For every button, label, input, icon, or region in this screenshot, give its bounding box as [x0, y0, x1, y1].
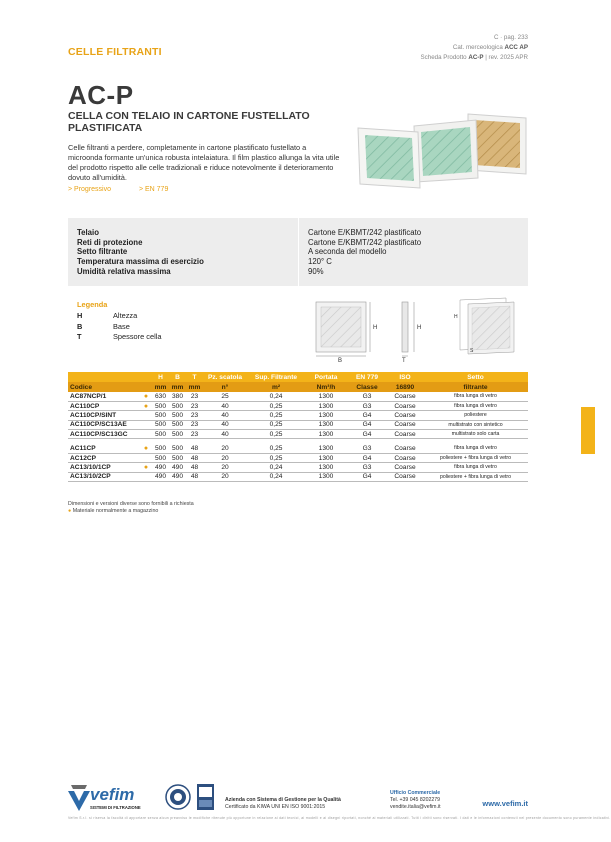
table-cell-sup: 0,25 — [247, 401, 305, 410]
note-text: Materiale normalmente a magazzino — [72, 508, 159, 514]
table-row — [68, 401, 528, 410]
table-cell-code: AC13/10/2CP — [68, 472, 140, 481]
table-header-cell: EN 779 — [347, 372, 387, 382]
table-cell-sup: 0,25 — [247, 444, 305, 453]
category-label: Cat. merceologica — [452, 44, 503, 51]
logo-tagline: SISTEMI DI FILTRAZIONE — [90, 805, 141, 810]
table-header-cell: Classe — [347, 382, 387, 392]
category-line — [421, 43, 528, 53]
table-header-cell — [68, 372, 140, 382]
stock-dot-icon: ● — [140, 401, 152, 410]
table-header-cell: B — [169, 372, 186, 382]
table-cell-code: AC110CP/SINT — [68, 411, 140, 420]
table-cell-iso: Coarse — [387, 472, 423, 481]
dimension-diagram — [310, 298, 528, 362]
company-logo — [68, 785, 156, 815]
table-cell-t: 23 — [186, 392, 203, 401]
spec-label: Setto filtrante — [77, 247, 128, 257]
table-cell-en: G3 — [347, 392, 387, 401]
table-cell-code: AC110CP/SC13GC — [68, 430, 140, 439]
table-cell-setto: multistrato con sintetico — [423, 420, 528, 429]
document-reference — [421, 33, 528, 63]
table-cell-sup: 0,25 — [247, 411, 305, 420]
spec-label: Umidità relativa massima — [77, 266, 171, 276]
spec-label: Temperatura massima di esercizio — [77, 257, 204, 267]
legend-item — [77, 322, 161, 333]
revision: | rev. 2025 APR — [485, 54, 528, 61]
link-progressivo[interactable]: > Progressivo — [68, 186, 111, 193]
spec-value: Cartone E/KBMT/242 plastificato — [308, 237, 422, 247]
table-header-cell: H — [152, 372, 169, 382]
table-cell-portata: 1300 — [305, 420, 347, 429]
stock-dot-icon — [140, 430, 152, 439]
table-cell-sup: 0,25 — [247, 430, 305, 439]
table-cell-code: AC87NCP/1 — [68, 392, 140, 401]
table-cell-en: G4 — [347, 453, 387, 462]
table-cell-portata: 1300 — [305, 430, 347, 439]
table-header-cell: Codice — [68, 382, 140, 392]
table-cell-t: 23 — [186, 411, 203, 420]
product-description: Celle filtranti a perdere, completamente in cartone plastificato fustellato a microonda formante un'unica robusta intelaiatura. Il film plastico allunga la vita utile del prodotto rispetto alle celle tradizionali e riduce notevolmente il deterioramento dovuto all'umidità. — [68, 143, 340, 182]
table-cell-b: 500 — [169, 401, 186, 410]
table-header-cell: 16890 — [387, 382, 423, 392]
table-cell-b: 500 — [169, 411, 186, 420]
table-header-cell: m² — [247, 382, 305, 392]
table-cell-iso: Coarse — [387, 392, 423, 401]
link-en779[interactable]: > EN 779 — [138, 186, 169, 193]
table-cell-iso: Coarse — [387, 444, 423, 453]
table-cell-setto: fibra lunga di vetro — [423, 392, 528, 401]
table-cell-portata: 1300 — [305, 411, 347, 420]
logo-mark-icon — [68, 785, 90, 811]
spec-value: 90% — [308, 266, 324, 276]
legend-key: T — [77, 332, 82, 341]
table-header-cell: mm — [186, 382, 203, 392]
quality-mark-icon — [197, 784, 214, 810]
table-cell-portata: 1300 — [305, 444, 347, 453]
table-cell-code: AC12CP — [68, 453, 140, 462]
stock-dot-icon: ● — [140, 392, 152, 401]
product-subtitle: CELLA CON TELAIO IN CARTONE FUSTELLATO PLASTIFICATA — [68, 110, 310, 134]
table-row — [68, 411, 528, 420]
table-cell-b: 490 — [169, 463, 186, 472]
certification-heading: Azienda con Sistema di Gestione per la Qualità — [225, 797, 341, 803]
table-cell-h: 500 — [152, 430, 169, 439]
table-cell-portata: 1300 — [305, 463, 347, 472]
legend-item — [77, 311, 161, 322]
table-cell-en: G3 — [347, 463, 387, 472]
table-row — [68, 392, 528, 401]
diagram-label-h: H — [373, 325, 378, 331]
table-cell-pz: 40 — [203, 401, 247, 410]
table-cell-t: 48 — [186, 453, 203, 462]
table-cell-iso: Coarse — [387, 463, 423, 472]
page-reference: C · pag. 233 — [493, 34, 528, 41]
table-cell-t: 23 — [186, 430, 203, 439]
iso-certification-seal-icon — [165, 784, 191, 810]
legend-key: B — [77, 321, 83, 331]
stock-dot-icon: ● — [140, 444, 152, 453]
legend-key: H — [77, 311, 83, 320]
table-header-cell: T — [186, 372, 203, 382]
legend-value: Base — [113, 321, 130, 331]
table-cell-h: 500 — [152, 420, 169, 429]
table-cell-sup: 0,24 — [247, 392, 305, 401]
spec-divider — [298, 218, 299, 286]
table-cell-pz: 40 — [203, 420, 247, 429]
table-row — [68, 472, 528, 481]
spec-box — [68, 218, 528, 286]
table-cell-iso: Coarse — [387, 401, 423, 410]
diagram-label-b: B — [338, 358, 343, 364]
table-cell-en: G4 — [347, 420, 387, 429]
table-notes — [68, 501, 194, 515]
table-cell-t: 23 — [186, 401, 203, 410]
table-header-cell: ISO — [387, 372, 423, 382]
table-cell-code: AC110CP/SC13AE — [68, 420, 140, 429]
stock-dot-icon: ● — [68, 508, 72, 514]
table-cell-sup: 0,25 — [247, 420, 305, 429]
table-row — [68, 463, 528, 472]
product-title: AC-P — [68, 80, 134, 110]
spec-labels — [77, 228, 204, 277]
table-cell-pz: 20 — [203, 463, 247, 472]
table-row — [68, 420, 528, 429]
table-cell-sup: 0,24 — [247, 463, 305, 472]
office-title — [390, 790, 441, 797]
table-cell-t: 23 — [186, 420, 203, 429]
table-header-cell — [140, 382, 152, 392]
table-row — [68, 430, 528, 439]
table-cell-h: 500 — [152, 401, 169, 410]
product-sheet-line — [421, 53, 528, 63]
table-cell-h: 500 — [152, 411, 169, 420]
table-cell-h: 630 — [152, 392, 169, 401]
table-header-cell: Portata — [305, 372, 347, 382]
product-sheet-label: Scheda Prodotto — [420, 54, 467, 61]
table-subheader-row — [68, 382, 528, 392]
table-header-cell: n° — [203, 382, 247, 392]
table-cell-b: 500 — [169, 453, 186, 462]
table-cell-b: 500 — [169, 430, 186, 439]
table-header-cell — [140, 372, 152, 382]
product-sheet-value: AC-P — [468, 54, 484, 61]
table-cell-pz: 40 — [203, 411, 247, 420]
table-cell-code: AC11CP — [68, 444, 140, 453]
table-cell-iso: Coarse — [387, 453, 423, 462]
website-link[interactable]: www.vefim.it — [482, 799, 528, 808]
table-cell-setto: poliestere — [423, 411, 528, 420]
note-line: Dimensioni e versioni diverse sono fornibili a richiesta — [68, 501, 194, 507]
product-table — [68, 372, 528, 482]
table-cell-pz: 20 — [203, 444, 247, 453]
table-cell-setto: poliestere + fibra lunga di vetro — [423, 453, 528, 462]
table-cell-setto: multistrato solo carta — [423, 430, 528, 439]
table-cell-setto: fibra lunga di vetro — [423, 463, 528, 472]
table-header-cell: Setto — [423, 372, 528, 382]
table-header-cell: mm — [152, 382, 169, 392]
spec-value: A seconda del modello — [308, 247, 387, 257]
table-cell-pz: 20 — [203, 453, 247, 462]
office-phone[interactable]: Tel. +39 045 8202279 — [390, 797, 441, 803]
spec-value: Cartone E/KBMT/242 plastificato — [308, 228, 422, 237]
legend-item — [77, 332, 161, 343]
table-header-cell: mm — [169, 382, 186, 392]
table-cell-portata: 1300 — [305, 472, 347, 481]
section-title: CELLE FILTRANTI — [68, 46, 162, 58]
table-cell-portata: 1300 — [305, 392, 347, 401]
table-cell-b: 500 — [169, 420, 186, 429]
spec-label: Telaio — [77, 228, 99, 237]
product-photo — [356, 112, 528, 190]
table-cell-portata: 1300 — [305, 453, 347, 462]
logo-wordmark: vefim — [90, 785, 135, 804]
spec-label: Reti di protezione — [77, 237, 143, 247]
diagram-label-h2: H — [417, 325, 422, 331]
table-cell-h: 500 — [152, 453, 169, 462]
certification-line — [225, 797, 341, 804]
table-cell-b: 500 — [169, 444, 186, 453]
spec-values — [308, 228, 421, 277]
legal-fine-print: Vefim S.r.l. si riserva la facoltà di apportare senza alcun preavviso le modifiche ritenute più opportune in relazione ai dati tecnici, ai modelli e ai disegni riportati, nonché ai materiali utilizzati. Tutti i diritti sono riservati. I dati e le informazioni contenuti nel presente documento sono puramente indicativi. — [68, 816, 611, 820]
note-line — [68, 508, 194, 515]
table-cell-code: AC110CP — [68, 401, 140, 410]
reference-links — [68, 186, 194, 193]
spec-value: 120° C — [308, 257, 332, 267]
table-row — [68, 453, 528, 462]
table-header-cell: filtrante — [423, 382, 528, 392]
table-cell-t: 48 — [186, 463, 203, 472]
section-tab — [581, 407, 595, 454]
legend — [77, 311, 161, 343]
table-cell-setto: poliestere + fibra lunga di vetro — [423, 472, 528, 481]
table-header-cell: Pz. scatola — [203, 372, 247, 382]
legend-value: Spessore cella — [113, 332, 162, 341]
stock-dot-icon — [140, 411, 152, 420]
diagram-label-t: T — [402, 358, 406, 364]
table-cell-b: 490 — [169, 472, 186, 481]
office-title-text: Ufficio Commerciale — [390, 790, 441, 796]
stock-dot-icon — [140, 453, 152, 462]
table-cell-portata: 1300 — [305, 401, 347, 410]
table-cell-en: G4 — [347, 430, 387, 439]
diagram-label-h3: H — [454, 314, 458, 320]
table-cell-en: G4 — [347, 411, 387, 420]
table-header-row — [68, 372, 528, 382]
table-cell-iso: Coarse — [387, 420, 423, 429]
category-value: ACC AP — [504, 44, 528, 51]
legend-title: Legenda — [77, 300, 108, 309]
table-cell-h: 490 — [152, 463, 169, 472]
table-cell-h: 490 — [152, 472, 169, 481]
table-cell-iso: Coarse — [387, 411, 423, 420]
office-email[interactable]: vendite.italia@vefim.it — [390, 804, 441, 810]
diagram-label-s: S — [470, 348, 474, 354]
table-cell-code: AC13/10/1CP — [68, 463, 140, 472]
certification-text — [225, 797, 341, 811]
table-cell-setto: fibra lunga di vetro — [423, 444, 528, 453]
stock-dot-icon — [140, 472, 152, 481]
sales-office — [390, 790, 441, 811]
table-header-cell: Nm³/h — [305, 382, 347, 392]
table-cell-b: 380 — [169, 392, 186, 401]
table-cell-en: G3 — [347, 401, 387, 410]
product-table-body — [68, 392, 528, 482]
stock-dot-icon: ● — [140, 463, 152, 472]
table-header-cell: Sup. Filtrante — [247, 372, 305, 382]
table-cell-en: G4 — [347, 472, 387, 481]
table-cell-pz: 25 — [203, 392, 247, 401]
legend-value: Altezza — [113, 311, 138, 320]
table-cell-setto: fibra lunga di vetro — [423, 401, 528, 410]
table-cell-t: 48 — [186, 472, 203, 481]
table-cell-iso: Coarse — [387, 430, 423, 439]
table-cell-pz: 20 — [203, 472, 247, 481]
table-cell-pz: 40 — [203, 430, 247, 439]
table-cell-h: 500 — [152, 444, 169, 453]
table-row — [68, 444, 528, 453]
table-cell-t: 48 — [186, 444, 203, 453]
table-cell-en: G3 — [347, 444, 387, 453]
stock-dot-icon — [140, 420, 152, 429]
table-cell-sup: 0,25 — [247, 453, 305, 462]
certification-line: Certificato da KIWA UNI EN ISO 9001:2015 — [225, 804, 326, 810]
table-cell-sup: 0,24 — [247, 472, 305, 481]
